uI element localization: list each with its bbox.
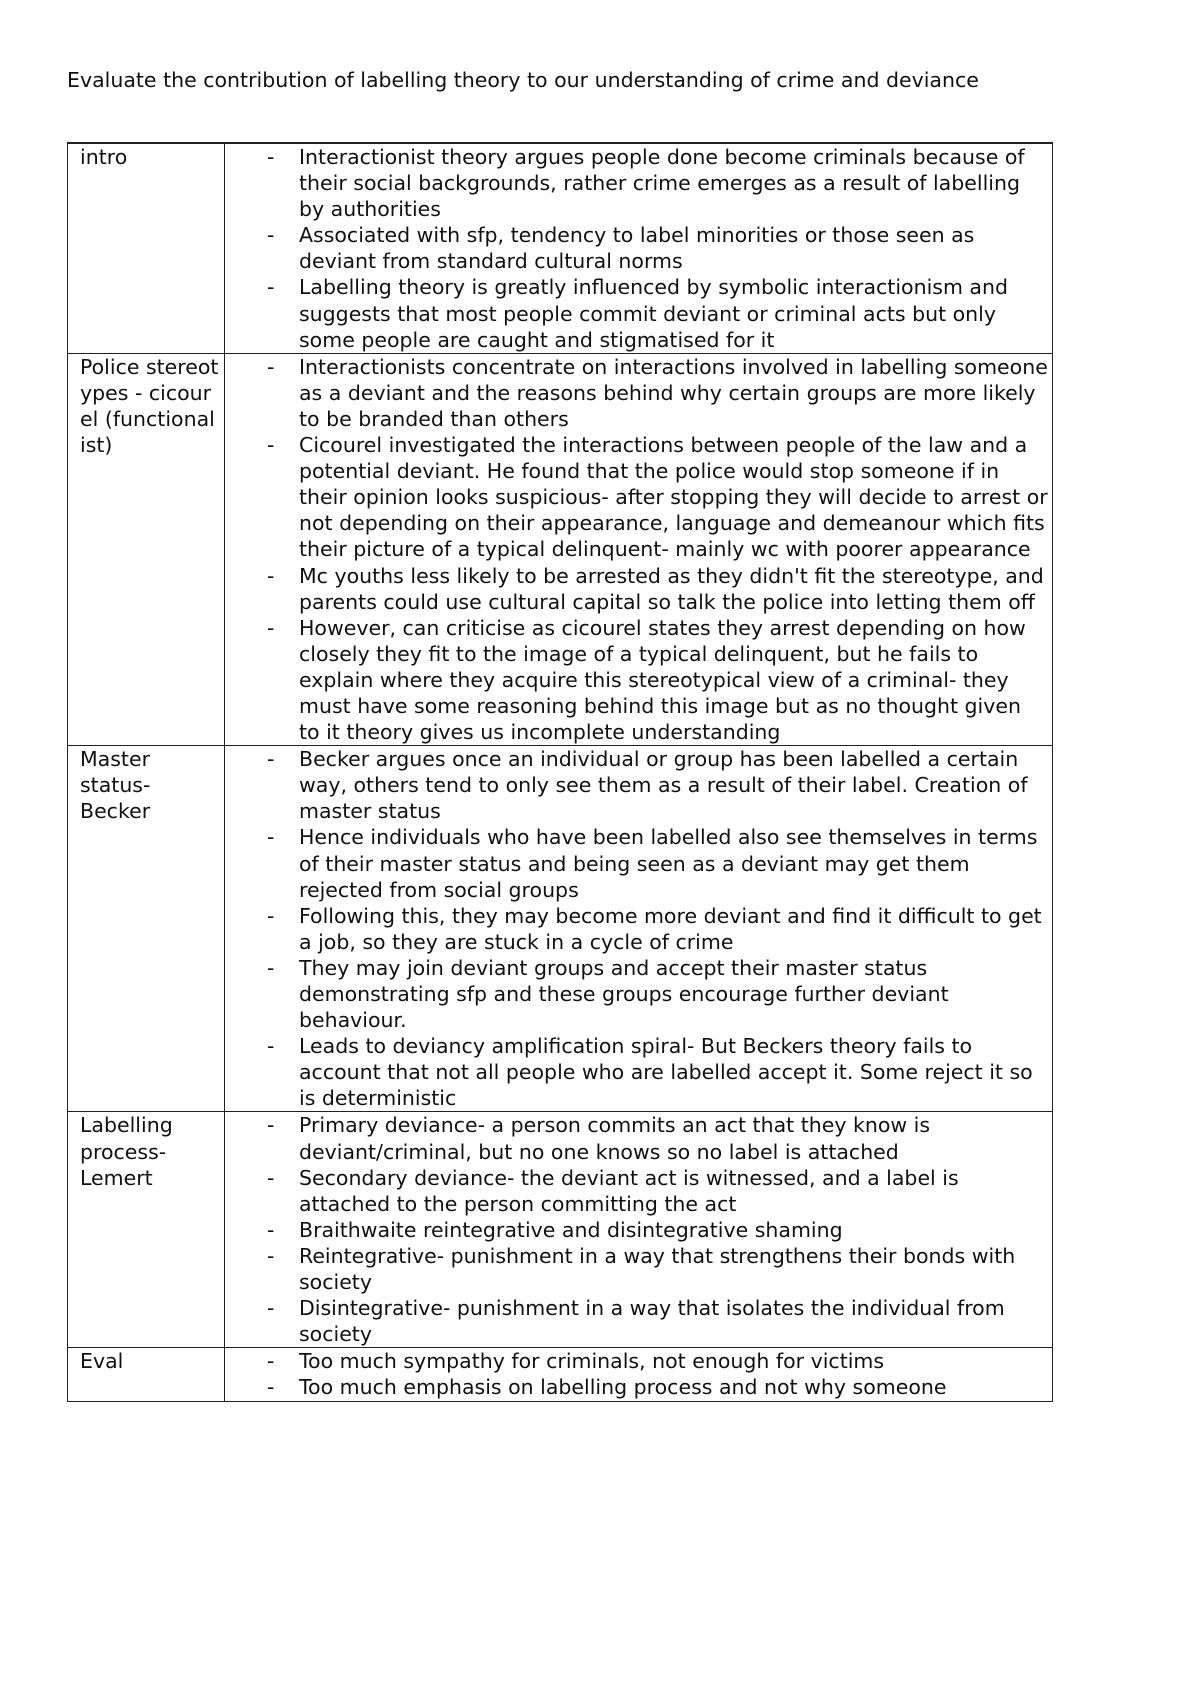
bullet-dash: - xyxy=(267,1113,275,1138)
list-item xyxy=(267,1033,1048,1111)
table-row xyxy=(68,746,1053,1112)
item-text: Labelling theory is greatly influenced by symbolic interactionism and suggests that most people commit deviant or criminal acts but only some people are caught and stigmatised for it xyxy=(299,275,1009,352)
bullet-dash: - xyxy=(267,1375,275,1400)
item-text: Braithwaite reintegrative and disintegrative shaming xyxy=(299,1217,843,1242)
list-item xyxy=(267,144,1048,222)
notes-table xyxy=(67,142,1053,1402)
table-row xyxy=(68,143,1053,353)
row-content xyxy=(225,1112,1053,1348)
item-text: However, can criticise as cicourel states they arrest depending on how closely they fit to the image of a typical delinquent, but he fails to explain where they acquire this stereotypical view of a criminal- they must have some reasoning behind this image but as no thought given to it theory gives us incomplete understanding xyxy=(299,615,1026,745)
item-text: Associated with sfp, tendency to label minorities or those seen as deviant from standard cultural norms xyxy=(299,223,975,274)
list-item xyxy=(267,1217,1048,1243)
item-text: Disintegrative- punishment in a way that isolates the individual from society xyxy=(299,1296,1005,1347)
list-item xyxy=(267,615,1048,745)
row-content xyxy=(225,353,1053,745)
item-text: Reintegrative- punishment in a way that strengthens their bonds with society xyxy=(299,1243,1016,1295)
table-row xyxy=(68,353,1053,745)
bullet-dash: - xyxy=(267,1034,275,1059)
bullet-dash: - xyxy=(267,275,275,300)
list-item xyxy=(267,1295,1048,1347)
bullet-dash: - xyxy=(267,1165,275,1190)
bullet-dash: - xyxy=(267,223,275,248)
list-item xyxy=(267,1348,1048,1374)
item-text: They may join deviant groups and accept their master status demonstrating sfp and these groups encourage further deviant behaviour. xyxy=(299,955,949,1033)
bullet-list xyxy=(235,1348,1048,1400)
bullet-list xyxy=(235,144,1048,353)
bullet-list xyxy=(235,354,1048,745)
list-item xyxy=(267,955,1048,1033)
item-text: Interactionist theory argues people done become criminals because of their social backgrounds, rather crime emerges as a result of labelling by authorities xyxy=(299,145,1025,222)
row-content xyxy=(225,746,1053,1112)
row-label: Eval xyxy=(68,1348,225,1401)
list-item xyxy=(267,1165,1048,1217)
row-content xyxy=(225,1348,1053,1401)
item-text: Leads to deviancy amplification spiral- But Beckers theory fails to account that not all people who are labelled accept it. Some reject it so is deterministic xyxy=(299,1034,1033,1111)
bullet-dash: - xyxy=(267,433,275,458)
item-text: Following this, they may become more deviant and find it difficult to get a job, so they are stuck in a cycle of crime xyxy=(299,903,1042,954)
bullet-dash: - xyxy=(267,825,275,850)
item-text: Becker argues once an individual or group has been labelled a certain way, others tend to only see them as a result of their label. Creation of master status xyxy=(299,747,1028,824)
bullet-dash: - xyxy=(267,615,275,640)
list-item xyxy=(267,903,1048,955)
row-label: Labelling process- Lemert xyxy=(68,1112,225,1348)
bullet-dash: - xyxy=(267,354,275,379)
table-row xyxy=(68,1112,1053,1348)
item-text: Cicourel investigated the interactions between people of the law and a potential deviant. He found that the police would stop someone if in their opinion looks suspicious- after stopping they will decide to arrest or not depending on their appearance, language and demeanour which fits their picture of a typical delinquent- mainly wc with poorer appearance xyxy=(299,433,1048,562)
list-item xyxy=(267,432,1048,562)
list-item xyxy=(267,824,1048,902)
list-item xyxy=(267,1243,1048,1295)
item-text: Too much sympathy for criminals, not enough for victims xyxy=(299,1349,885,1374)
item-text: Hence individuals who have been labelled also see themselves in terms of their master status and being seen as a deviant may get them rejected from social groups xyxy=(299,825,1038,902)
list-item xyxy=(267,1374,1048,1400)
bullet-dash: - xyxy=(267,1296,275,1321)
item-text: Too much emphasis on labelling process and not why someone xyxy=(299,1375,947,1400)
list-item xyxy=(267,563,1048,615)
item-text: Secondary deviance- the deviant act is witnessed, and a label is attached to the person committing the act xyxy=(299,1165,959,1216)
bullet-list xyxy=(235,1112,1048,1347)
list-item xyxy=(267,1112,1048,1164)
row-label: Police stereotypes - cicourel (functionalist) xyxy=(68,353,225,745)
table-row xyxy=(68,1348,1053,1401)
item-text: Mc youths less likely to be arrested as they didn't fit the stereotype, and parents could use cultural capital so talk the police into letting them off xyxy=(299,563,1044,614)
row-label: intro xyxy=(68,143,225,353)
bullet-dash: - xyxy=(267,955,275,980)
list-item xyxy=(267,274,1048,352)
item-text: Interactionists concentrate on interactions involved in labelling someone as a deviant and the reasons behind why certain groups are more likely to be branded than others xyxy=(299,354,1048,431)
bullet-dash: - xyxy=(267,145,275,169)
bullet-dash: - xyxy=(267,1243,275,1268)
bullet-dash: - xyxy=(267,903,275,928)
bullet-list xyxy=(235,746,1048,1111)
row-content xyxy=(225,143,1053,353)
list-item xyxy=(267,354,1048,432)
bullet-dash: - xyxy=(267,563,275,588)
document-title: Evaluate the contribution of labelling theory to our understanding of crime and deviance xyxy=(67,68,979,92)
list-item xyxy=(267,746,1048,824)
bullet-dash: - xyxy=(267,747,275,772)
list-item xyxy=(267,222,1048,274)
row-label: Master status- Becker xyxy=(68,746,225,1112)
bullet-dash: - xyxy=(267,1349,275,1374)
bullet-dash: - xyxy=(267,1217,275,1242)
item-text: Primary deviance- a person commits an act that they know is deviant/criminal, but no one knows so no label is attached xyxy=(299,1113,931,1164)
